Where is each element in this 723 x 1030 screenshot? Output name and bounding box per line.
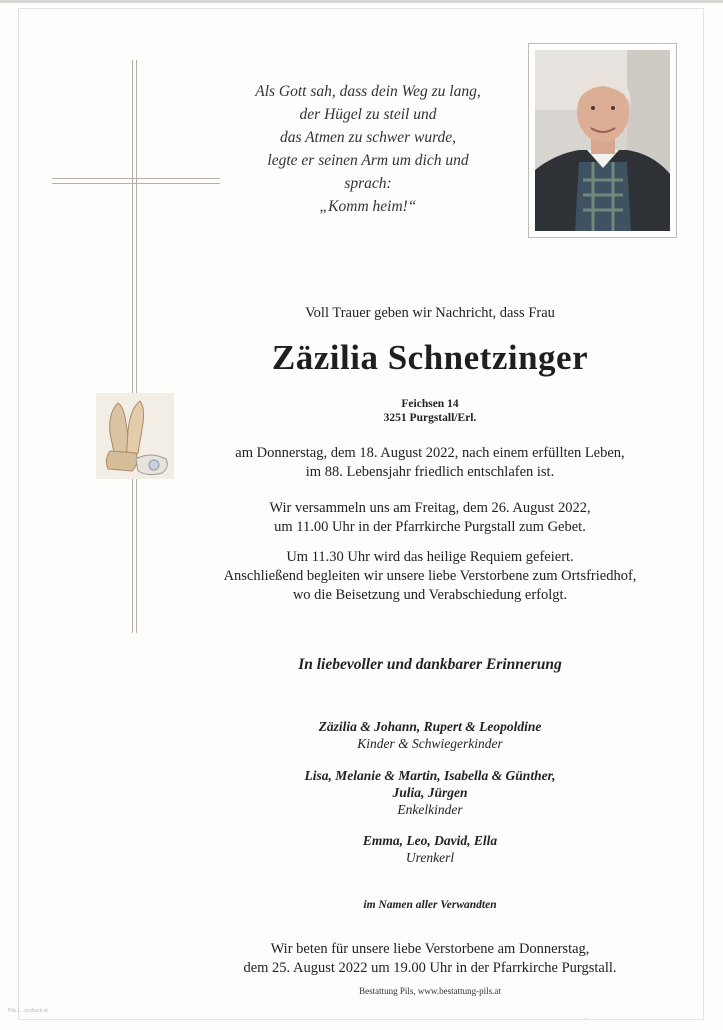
family-group [200, 832, 660, 866]
paragraph-line: im 88. Lebensjahr friedlich entschlafen ist. [305, 464, 555, 480]
paragraph-line: Wir beten für unsere liebe Verstorbene am Donnerstag, [270, 941, 590, 957]
family-names: Lisa, Melanie & Martin, Isabella & Günther, [304, 768, 556, 783]
memory-heading: In liebevoller und dankbarer Erinnerung [298, 656, 562, 673]
poem [232, 80, 504, 218]
paragraph-line: dem 25. August 2022 um 19.00 Uhr in der Pfarrkirche Purgstall. [243, 960, 617, 976]
cross-horizontal-line [52, 183, 220, 184]
paragraph-line: Wir versammeln uns am Freitag, dem 26. August 2022, [269, 500, 591, 516]
portrait-photo [535, 50, 670, 231]
family-names: Emma, Leo, David, Ella [362, 833, 498, 848]
family-group [200, 767, 660, 818]
poem-line: Als Gott sah, dass dein Weg zu lang, [255, 83, 481, 100]
family-relation: Kinder & Schwiegerkinder [357, 736, 503, 751]
poem-line: „Komm heim!“ [319, 198, 417, 215]
family-relation: Enkelkinder [397, 802, 463, 817]
cross-vertical-line [132, 60, 133, 633]
gathering-paragraph [200, 499, 660, 537]
death-paragraph [200, 444, 660, 482]
on-behalf-line: im Namen aller Verwandten [363, 899, 497, 911]
poem-line: das Atmen zu schwer wurde, [279, 129, 457, 146]
top-edge-line [0, 0, 723, 3]
portrait-photo-frame [528, 43, 677, 238]
requiem-paragraph [200, 548, 660, 605]
paragraph-line: Anschließend begleiten wir unsere liebe Verstorbene zum Ortsfriedhof, [223, 568, 637, 584]
poem-line: legte er seinen Arm um dich und [267, 152, 469, 169]
deceased-name: Zäzilia Schnetzinger [271, 338, 589, 377]
printer-note: Pils L...ondruck.at [8, 1008, 48, 1014]
family-names: Zäzilia & Johann, Rupert & Leopoldine [318, 719, 542, 734]
paragraph-line: am Donnerstag, dem 18. August 2022, nach einem erfüllten Leben, [235, 445, 625, 461]
cross-vertical-line [136, 60, 137, 633]
family-group [200, 718, 660, 752]
paragraph-line: um 11.00 Uhr in der Pfarrkirche Purgstall zum Gebet. [274, 519, 586, 535]
poem-line: sprach: [344, 175, 392, 192]
address-line: 3251 Purgstall/Erl. [383, 412, 477, 424]
announcement-text: Voll Trauer geben wir Nachricht, dass Frau [305, 305, 555, 321]
family-relation: Urenkerl [405, 850, 455, 865]
praying-hands-image [96, 393, 174, 479]
paragraph-line: wo die Beisetzung und Verabschiedung erfolgt. [292, 587, 568, 603]
paragraph-line: Um 11.30 Uhr wird das heilige Requiem gefeiert. [286, 549, 574, 565]
family-names: Julia, Jürgen [392, 785, 468, 800]
scan-mark: ' [585, 1018, 587, 1024]
poem-line: der Hügel zu steil und [299, 106, 437, 123]
address-line: Feichsen 14 [401, 398, 459, 410]
prayer-paragraph [200, 940, 660, 978]
cross-horizontal-line [52, 178, 220, 179]
undertaker-footer: Bestattung Pils, www.bestattung-pils.at [359, 986, 501, 996]
